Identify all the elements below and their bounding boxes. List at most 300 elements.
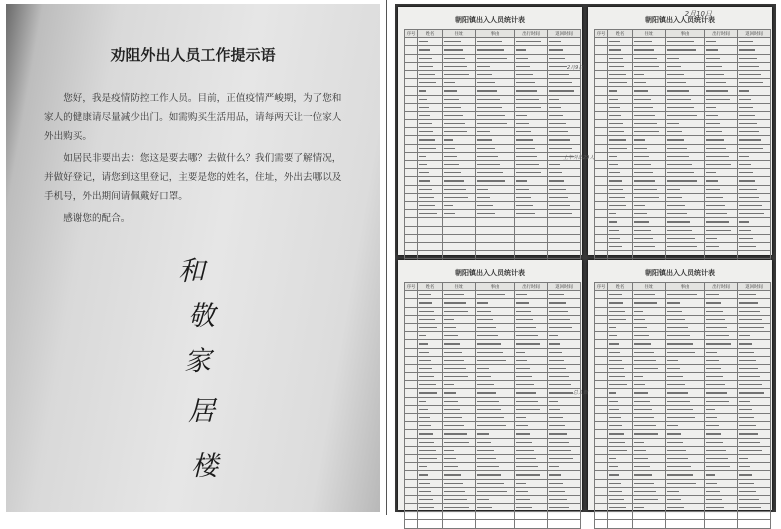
handwriting-stroke [549,401,558,402]
table-cell [515,251,548,259]
table-cell [633,291,666,299]
table-cell [548,79,581,87]
table-cell [608,226,633,234]
handwriting-stroke [667,213,687,214]
handwriting-stroke [634,458,648,459]
table-cell [418,323,443,331]
table-row [405,430,581,438]
handwriting-stroke [477,115,505,116]
table-cell [405,111,418,119]
handwriting-stroke [444,172,461,173]
table-cell [548,185,581,193]
table-cell [738,479,771,487]
table-row [595,70,771,78]
table-cell [705,169,738,177]
table-cell [443,95,476,103]
table-cell [405,315,418,323]
table-cell [548,340,581,348]
table-cell [666,242,705,250]
table-row [595,46,771,54]
table-cell [476,495,515,503]
table-cell [705,332,738,340]
handwriting-stroke [516,392,536,393]
table-cell [405,46,418,54]
handwriting-stroke [706,238,717,239]
handwriting-stroke [739,417,754,418]
handwriting-stroke [549,450,571,451]
table-cell [705,487,738,495]
table-cell [515,177,548,185]
handwriting-stroke [706,376,723,377]
table-row [595,430,771,438]
handwriting-stroke [706,368,721,369]
table-cell [515,111,548,119]
table-cell [418,422,443,430]
table-cell [738,120,771,128]
table-cell [608,111,633,119]
table-cell [548,405,581,413]
table-cell [666,446,705,454]
table-cell [608,144,633,152]
table-row [595,504,771,512]
handwriting-stroke [667,66,681,67]
table-cell [705,185,738,193]
table-cell [443,193,476,201]
handwriting-stroke [419,302,432,303]
handwriting-stroke [609,82,627,83]
handwriting-stroke [609,172,620,173]
table-cell [633,307,666,315]
table-cell [595,251,608,259]
table-cell [738,70,771,78]
table-cell [705,446,738,454]
table-cell [633,323,666,331]
handwriting-stroke [419,139,435,140]
table-cell [515,381,548,389]
handwriting-stroke [477,205,493,206]
table-cell [443,512,476,520]
table-cell [476,201,515,209]
handwriting-stroke [706,49,718,50]
table-cell [666,454,705,462]
handwriting-stroke [667,327,688,328]
table-cell [548,234,581,242]
handwriting-stroke [609,238,620,239]
handwriting-stroke [419,335,426,336]
column-header: 住址 [443,283,476,291]
table-cell [515,307,548,315]
table-cell [738,218,771,226]
table-cell [595,161,608,169]
table-cell [595,70,608,78]
table-cell [405,373,418,381]
handwriting-stroke [549,49,563,50]
handwriting-stroke [516,450,534,451]
table-row [405,495,581,503]
table-cell [666,136,705,144]
handwriting-stroke [667,417,695,418]
table-cell [443,389,476,397]
handwriting-stroke [444,302,466,303]
table-cell [595,414,608,422]
table-cell [418,356,443,364]
table-cell [476,136,515,144]
table-cell [418,299,443,307]
table-row [405,487,581,495]
table-cell [476,87,515,95]
table-cell [418,210,443,218]
handwriting-stroke [477,41,502,42]
table-cell [666,79,705,87]
table-cell [476,454,515,462]
table-row [595,356,771,364]
handwriting-stroke [634,352,654,353]
table-cell [705,348,738,356]
handwriting-stroke [609,483,621,484]
handwriting-stroke [419,115,430,116]
table-cell [418,38,443,46]
table-row [405,504,581,512]
handwriting-stroke [706,172,716,173]
handwriting-stroke [477,335,498,336]
table-row [595,111,771,119]
handwriting-stroke [419,425,431,426]
table-cell [476,291,515,299]
handwriting-stroke [739,213,764,214]
column-header: 事由 [476,30,515,38]
handwriting-stroke [419,148,436,149]
table-cell [633,111,666,119]
handwriting-stroke [444,115,463,116]
handwriting-stroke [549,41,561,42]
table-cell [595,201,608,209]
handwriting-stroke [419,458,437,459]
handwriting-stroke [444,49,463,50]
table-cell [608,79,633,87]
table-cell [443,495,476,503]
table-cell [515,169,548,177]
handwriting-stroke [634,213,647,214]
table-cell [548,201,581,209]
table-row [595,381,771,389]
handwriting-stroke [634,442,644,443]
handwriting-stroke [516,41,541,42]
table-row [405,323,581,331]
table-row [405,120,581,128]
handwriting-stroke [739,74,761,75]
table-row [595,136,771,144]
table-cell [608,218,633,226]
handwriting-stroke [609,409,619,410]
table-row [405,152,581,160]
handwriting-stroke [549,499,567,500]
table-cell [595,397,608,405]
table-cell [418,446,443,454]
handwriting-stroke [667,123,679,124]
table-cell [405,201,418,209]
column-header: 姓名 [608,283,633,291]
table-row [595,38,771,46]
handwriting-stroke [444,417,462,418]
table-cell [666,62,705,70]
table-row [595,234,771,242]
handwriting-stroke [419,123,432,124]
table-cell [405,169,418,177]
handwriting-stroke [667,221,690,222]
table-cell [608,152,633,160]
divider [386,0,387,515]
table-cell [405,95,418,103]
handwriting-stroke [444,335,458,336]
handwriting-stroke [419,294,431,295]
column-header: 出行时间 [515,30,548,38]
table-cell [608,70,633,78]
table-cell [548,54,581,62]
table-cell [738,128,771,136]
handwriting-stroke [419,66,433,67]
handwriting-stroke [609,294,622,295]
table-cell [548,356,581,364]
handwriting-stroke [477,433,489,434]
table-cell [515,463,548,471]
table-row [405,251,581,259]
handwriting-stroke [739,433,758,434]
table-cell [476,185,515,193]
handwriting-stroke [739,425,756,426]
handwriting-stroke [477,82,495,83]
handwriting-stroke [667,311,682,312]
handwriting-stroke [706,474,715,475]
handwriting-stroke [477,352,503,353]
handwriting-stroke [444,483,463,484]
handwriting-stroke [419,82,436,83]
handwriting-stroke [516,294,527,295]
table-cell [608,430,633,438]
table-cell [476,120,515,128]
handwriting-stroke [477,343,501,344]
handwriting-stroke [739,335,750,336]
table-cell [705,495,738,503]
table-cell [595,62,608,70]
handwriting-stroke [609,139,626,140]
table-header-row [595,283,771,291]
table-cell [666,381,705,389]
handwriting-stroke [444,433,467,434]
table-cell [443,242,476,250]
table-header-row [405,30,581,38]
handwriting-stroke [739,107,753,108]
handwriting-stroke [477,507,492,508]
table-cell [476,471,515,479]
table-cell [633,381,666,389]
handwriting-stroke [706,302,721,303]
handwriting-stroke [634,507,644,508]
column-header: 住址 [633,283,666,291]
table-cell [633,136,666,144]
table-cell [705,454,738,462]
table-cell [548,348,581,356]
handwriting-stroke [609,230,619,231]
handwriting-stroke [444,311,468,312]
table-cell [418,340,443,348]
handwriting-stroke [634,238,653,239]
table-row [595,120,771,128]
table-row [405,356,581,364]
table-cell [515,136,548,144]
handwriting-stroke [739,474,752,475]
table-cell [705,340,738,348]
table-row [405,234,581,242]
handwriting-stroke [419,352,429,353]
handwriting-stroke [444,99,459,100]
handwriting-stroke [549,384,571,385]
table-cell [595,193,608,201]
table-cell [705,161,738,169]
table-cell [666,414,705,422]
handwriting-stroke [739,197,759,198]
table-cell [705,144,738,152]
table-cell [443,364,476,372]
table-cell [738,414,771,422]
handwriting-stroke [419,392,437,393]
table-cell [443,373,476,381]
table-cell [738,38,771,46]
handwriting-stroke [516,368,530,369]
table-cell [738,463,771,471]
table-cell [633,504,666,512]
table-cell [405,446,418,454]
handwriting-stroke [634,483,654,484]
handwriting-stroke [667,205,685,206]
table-cell [443,251,476,259]
table-cell [608,389,633,397]
table-cell [548,438,581,446]
table-cell [476,193,515,201]
table-cell [633,348,666,356]
table-row [595,471,771,479]
handwriting-stroke [609,343,619,344]
table-cell [515,315,548,323]
handwriting-stroke [739,376,760,377]
handwriting-stroke [706,442,723,443]
handwriting-stroke [739,82,763,83]
table-cell [705,479,738,487]
table-cell [443,128,476,136]
handwriting-stroke [549,442,569,443]
handwriting-stroke [739,90,749,91]
table-cell [443,430,476,438]
table-row [405,242,581,250]
table-cell [738,299,771,307]
table-cell [476,405,515,413]
handwriting-stroke [634,246,655,247]
table-cell [633,422,666,430]
handwriting-stroke [634,384,645,385]
handwriting-stroke [706,458,728,459]
log-sheet [588,260,772,510]
handwriting-stroke [419,172,429,173]
handwriting-stroke [739,507,761,508]
table-cell [405,438,418,446]
table-cell [633,161,666,169]
handwriting-stroke [516,425,528,426]
table-cell [515,120,548,128]
sheet-title: 朝阳镇出入人员统计表 [455,16,525,24]
table-cell [405,128,418,136]
table-cell [443,520,476,528]
table-cell [515,201,548,209]
table-cell [515,348,548,356]
signature-char: 和 [178,256,205,287]
handwriting-stroke [739,294,756,295]
table-cell [738,373,771,381]
handwriting-stroke [634,66,659,67]
handwriting-stroke [477,74,492,75]
table-cell [595,87,608,95]
handwriting-stroke [609,213,616,214]
table-cell [443,169,476,177]
handwriting-stroke [634,392,648,393]
table-cell [705,210,738,218]
table-row [405,348,581,356]
table-cell [705,422,738,430]
table-cell [548,242,581,250]
handwriting-stroke [609,433,624,434]
table-row [405,422,581,430]
table-cell [476,161,515,169]
table-cell [476,422,515,430]
handwriting-stroke [706,197,723,198]
handwriting-stroke [706,66,722,67]
table-cell [515,54,548,62]
table-cell [515,397,548,405]
table-cell [738,185,771,193]
handwriting-stroke [634,474,652,475]
handwriting-stroke [634,302,657,303]
handwriting-stroke [739,360,756,361]
table-cell [666,95,705,103]
handwriting-stroke [549,392,573,393]
table-cell [418,504,443,512]
table-cell [705,356,738,364]
table-row [595,251,771,259]
table-cell [405,405,418,413]
handwriting-stroke [739,409,752,410]
handwriting-stroke [477,466,499,467]
column-header: 序号 [595,283,608,291]
handwriting-stroke [419,49,430,50]
table-cell [405,38,418,46]
table-cell [705,397,738,405]
table-cell [595,454,608,462]
table-cell [608,422,633,430]
table-cell [476,389,515,397]
handwriting-stroke [444,392,456,393]
handwriting-stroke [419,189,432,190]
table-cell [418,405,443,413]
table-cell [705,95,738,103]
handwriting-stroke [419,499,433,500]
table-cell [633,185,666,193]
table-cell [405,414,418,422]
handwriting-stroke [477,474,501,475]
table-row [595,242,771,250]
table-cell [476,520,515,528]
handwriting-stroke [444,450,454,451]
handwriting-stroke [419,376,434,377]
handwriting-stroke [634,189,657,190]
table-cell [443,136,476,144]
